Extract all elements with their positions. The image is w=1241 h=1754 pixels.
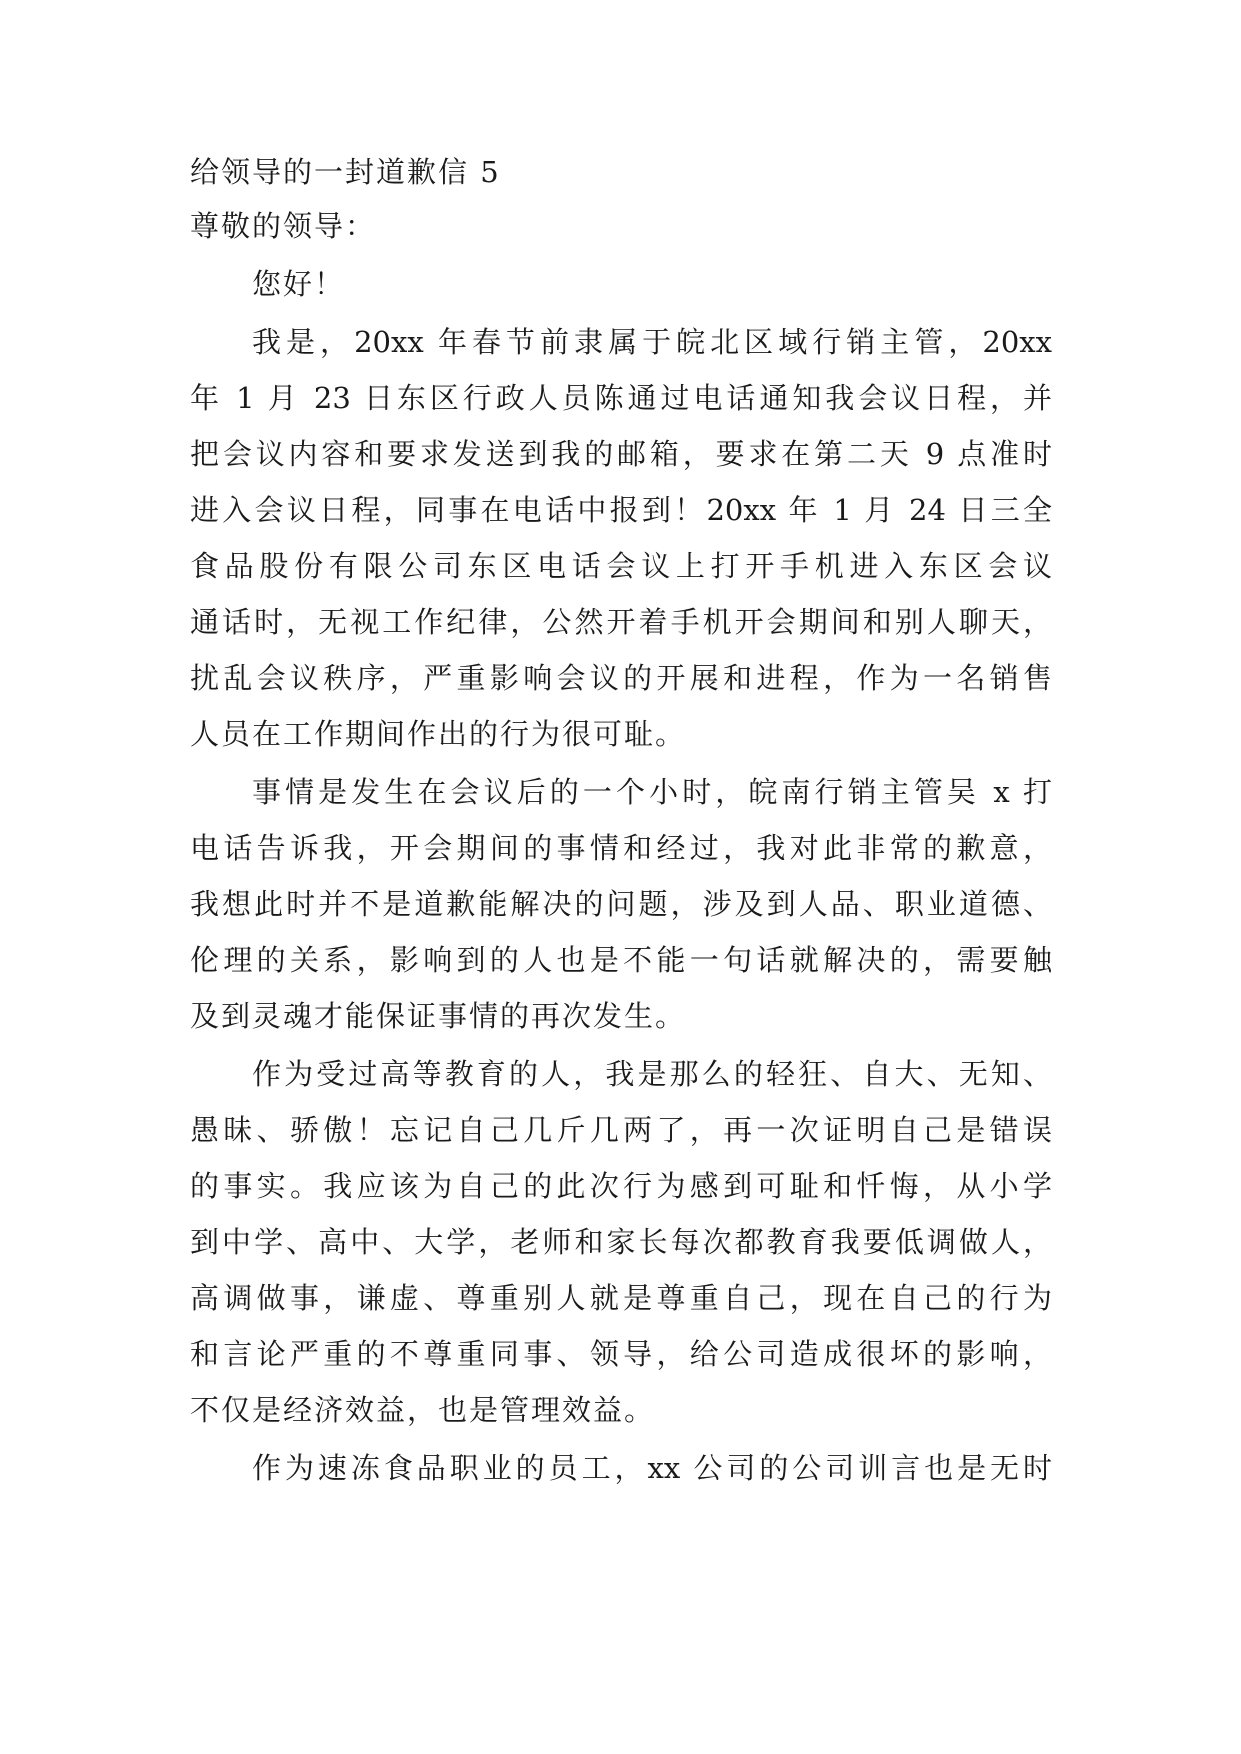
salutation: 尊敬的领导： (190, 209, 377, 243)
paragraph-4-line-1: 作为速冻食品职业的员工，xx 公司的公司训言也是无时 (252, 1451, 1052, 1485)
paragraph-3-line-5: 高调做事，谦虚、尊重别人就是尊重自己，现在自己的行为 (190, 1281, 1052, 1315)
paragraph-3-line-4: 到中学、高中、大学，老师和家长每次都教育我要低调做人， (190, 1225, 1052, 1259)
paragraph-2-line-2: 电话告诉我，开会期间的事情和经过，我对此非常的歉意， (190, 831, 1052, 865)
paragraph-2-line-5: 及到灵魂才能保证事情的再次发生。 (190, 999, 687, 1033)
paragraph-2-line-1: 事情是发生在会议后的一个小时，皖南行销主管吴 x 打 (252, 775, 1052, 809)
paragraph-2-line-3: 我想此时并不是道歉能解决的问题，涉及到人品、职业道德、 (190, 887, 1052, 921)
paragraph-1-line-8: 人员在工作期间作出的行为很可耻。 (190, 717, 687, 751)
paragraph-1-line-2: 年 1 月 23 日东区行政人员陈通过电话通知我会议日程，并 (190, 381, 1052, 415)
paragraph-3-line-6: 和言论严重的不尊重同事、领导，给公司造成很坏的影响， (190, 1337, 1052, 1371)
paragraph-1-line-3: 把会议内容和要求发送到我的邮箱，要求在第二天 9 点准时 (190, 437, 1052, 471)
paragraph-3-line-2: 愚昧、骄傲！忘记自己几斤几两了，再一次证明自己是错误 (190, 1113, 1052, 1147)
paragraph-1-line-5: 食品股份有限公司东区电话会议上打开手机进入东区会议 (190, 549, 1052, 583)
paragraph-1-line-1: 我是，20xx 年春节前隶属于皖北区域行销主管，20xx (252, 325, 1052, 359)
paragraph-3-line-3: 的事实。我应该为自己的此次行为感到可耻和忏悔，从小学 (190, 1169, 1052, 1203)
paragraph-3-line-7: 不仅是经济效益，也是管理效益。 (190, 1393, 656, 1427)
paragraph-1-line-4: 进入会议日程，同事在电话中报到！20xx 年 1 月 24 日三全 (190, 493, 1052, 527)
greeting: 您好！ (252, 267, 346, 301)
paragraph-1-line-7: 扰乱会议秩序，严重影响会议的开展和进程，作为一名销售 (190, 661, 1052, 695)
paragraph-2-line-4: 伦理的关系，影响到的人也是不能一句话就解决的，需要触 (190, 943, 1052, 977)
paragraph-3-line-1: 作为受过高等教育的人，我是那么的轻狂、自大、无知、 (252, 1057, 1052, 1091)
document-title: 给领导的一封道歉信 5 (190, 155, 501, 189)
paragraph-1-line-6: 通话时，无视工作纪律，公然开着手机开会期间和别人聊天， (190, 605, 1052, 639)
